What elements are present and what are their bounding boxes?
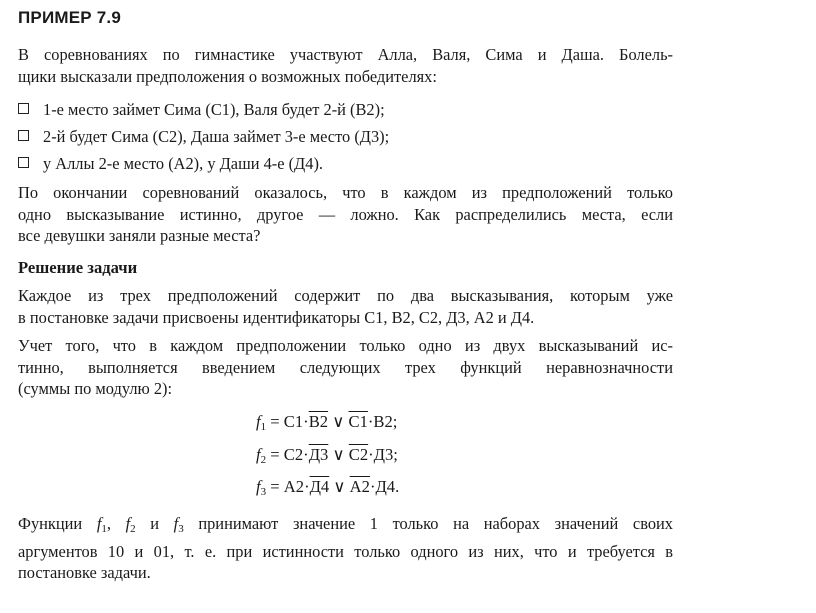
function-symbol: f xyxy=(96,514,102,533)
text-line: По окончании соревнований оказалось, что в каждом из предположений только xyxy=(18,183,673,202)
function-index: 3 xyxy=(260,486,267,498)
function-index: 3 xyxy=(178,523,184,535)
text-line: все девушки заняли разные места? xyxy=(18,226,261,245)
negated-term: С1 xyxy=(348,412,368,431)
negated-term: С2 xyxy=(348,445,369,464)
checkbox-bullet-icon xyxy=(18,157,29,168)
bullet-text: 1-е место займет Сима (С1), Валя будет 2-й (В2); xyxy=(43,100,385,119)
text-line: одно высказывание истинно, другое — ложно. Как распределились места, если xyxy=(18,204,673,224)
solution-heading: Решение задачи xyxy=(18,258,138,277)
text-fragment: и xyxy=(135,514,174,533)
formula-part: · xyxy=(369,477,376,496)
formula-part: Д4. xyxy=(375,477,400,496)
text-fragment: принимают значение 1 только на наборах значений своих xyxy=(183,514,673,533)
formula-part: · xyxy=(368,445,374,464)
formula-part: ∨ xyxy=(328,412,349,431)
text-line: Каждое из трех предположений содержит по два высказывания, которым уже xyxy=(18,286,673,305)
function-index: 2 xyxy=(130,523,136,535)
formula-part: · xyxy=(303,412,309,431)
intro-paragraph xyxy=(18,44,673,87)
formula-part: Д3; xyxy=(373,445,398,464)
negated-term: В2 xyxy=(308,412,329,431)
function-symbol: f xyxy=(125,514,131,533)
negated-term: А2 xyxy=(349,477,370,496)
function-symbol: f xyxy=(256,445,261,464)
negated-term: Д3 xyxy=(308,445,329,464)
bullet-text: 2-й будет Сима (С2), Даша займет 3-е место (Д3); xyxy=(43,127,390,146)
function-index: 2 xyxy=(260,454,267,466)
function-symbol: f xyxy=(256,412,261,431)
question-paragraph xyxy=(18,182,673,247)
bullet-item xyxy=(18,99,385,120)
formula-part: С1 xyxy=(283,412,304,431)
page-top-border xyxy=(18,0,358,4)
function-index: 1 xyxy=(101,523,107,535)
text-line: В соревнованиях по гимнастике участвуют Алла, Валя, Сима и Даша. Болель- xyxy=(18,45,673,64)
formula-part: В2; xyxy=(373,412,398,431)
function-symbol: f xyxy=(173,514,179,533)
text-line: (суммы по модулю 2): xyxy=(18,379,173,398)
bullet-text: у Аллы 2-е место (А2), у Даши 4-е (Д4). xyxy=(43,154,323,173)
function-symbol: f xyxy=(256,477,261,496)
formula-f3 xyxy=(256,477,399,498)
text-line: аргументов 10 и 01, т. е. при истинности только одного из них, что и требуется в xyxy=(18,541,673,561)
formula-part: С2 xyxy=(283,445,304,464)
formula-part: · xyxy=(367,412,374,431)
example-heading: ПРИМЕР 7.9 xyxy=(18,8,121,27)
formula-part: · xyxy=(304,477,310,496)
text-line: постановке задачи. xyxy=(18,563,151,582)
negated-term: Д4 xyxy=(309,477,330,496)
formula-part: = xyxy=(266,412,284,431)
function-index: 1 xyxy=(260,421,267,433)
solution-paragraph-1 xyxy=(18,285,673,328)
checkbox-bullet-icon xyxy=(18,130,29,141)
formula-part: = xyxy=(266,477,284,496)
conclusion-paragraph xyxy=(18,513,673,584)
formula-f2 xyxy=(256,445,398,466)
text-line: тинно, выполняется введением следующих трех функций неравнозначности xyxy=(18,357,673,377)
formula-f1 xyxy=(256,412,397,433)
formula-part: А2 xyxy=(283,477,305,496)
bullet-item xyxy=(18,153,323,174)
formula-part: ∨ xyxy=(329,477,350,496)
text-fragment: , xyxy=(106,514,126,533)
checkbox-bullet-icon xyxy=(18,103,29,114)
bullet-item xyxy=(18,126,389,147)
text-line: щики высказали предположения о возможных победителях: xyxy=(18,66,437,86)
text-line xyxy=(18,513,673,541)
formula-part: · xyxy=(303,445,309,464)
solution-paragraph-2 xyxy=(18,335,673,400)
text-fragment: Функции xyxy=(18,514,97,533)
text-line: в постановке задачи присвоены идентификаторы С1, В2, С2, Д3, А2 и Д4. xyxy=(18,307,535,327)
formula-part: ∨ xyxy=(328,445,349,464)
formula-part: = xyxy=(266,445,284,464)
text-line: Учет того, что в каждом предположении только одно из двух высказываний ис- xyxy=(18,336,673,355)
